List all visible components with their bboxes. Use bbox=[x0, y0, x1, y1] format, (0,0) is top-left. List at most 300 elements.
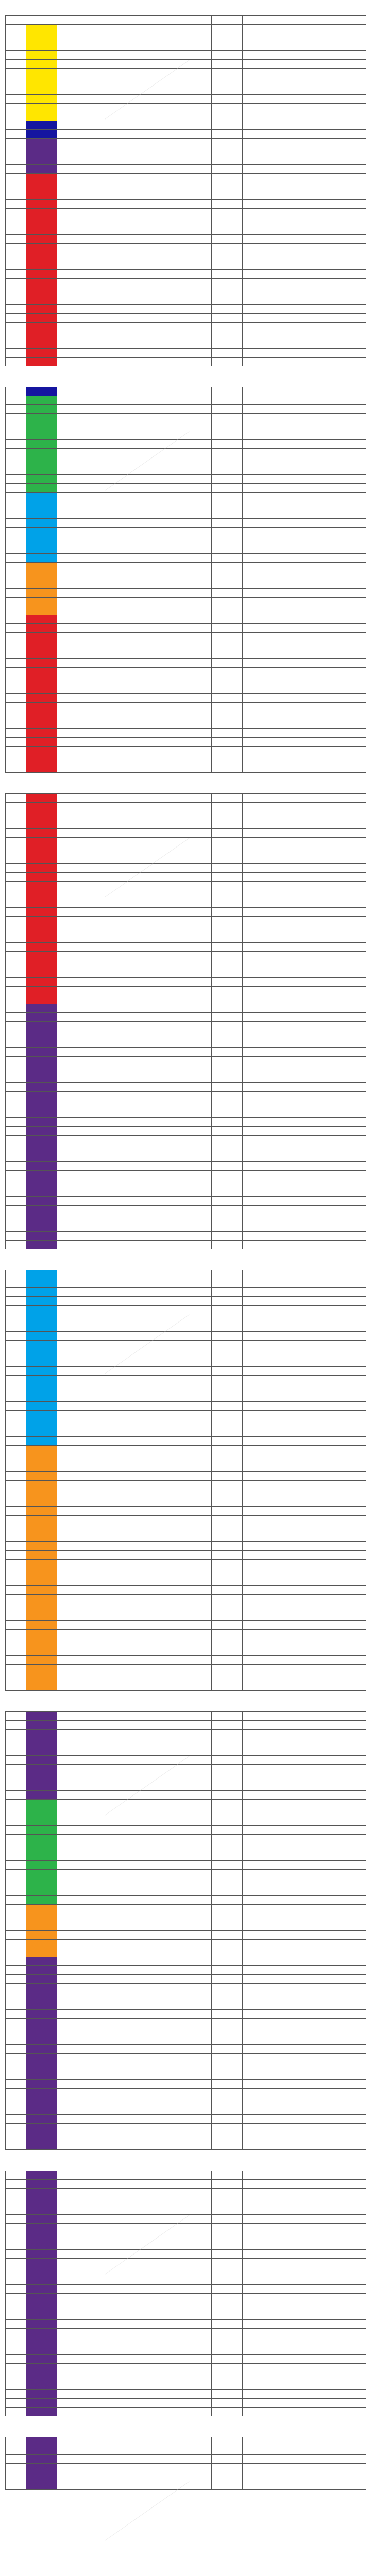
table-cell bbox=[212, 1481, 243, 1489]
table-cell bbox=[57, 536, 134, 545]
table-cell bbox=[6, 794, 26, 803]
table-cell bbox=[263, 2045, 366, 2054]
table-cell bbox=[57, 694, 134, 703]
table-cell bbox=[243, 1773, 263, 1782]
table-cell bbox=[212, 1188, 243, 1197]
table-cell bbox=[57, 952, 134, 960]
table-cell bbox=[26, 1004, 57, 1013]
table-cell bbox=[57, 1712, 134, 1721]
table-cell bbox=[26, 2276, 57, 2285]
table-cell bbox=[134, 1542, 212, 1551]
table-cell bbox=[134, 1524, 212, 1533]
table-cell bbox=[57, 554, 134, 563]
table-cell bbox=[26, 60, 57, 69]
table-cell bbox=[212, 1144, 243, 1153]
table-cell bbox=[243, 42, 263, 51]
table-cell bbox=[26, 1826, 57, 1835]
table-cell bbox=[212, 694, 243, 703]
table-cell bbox=[6, 1630, 26, 1638]
table-cell bbox=[243, 1800, 263, 1808]
table-cell bbox=[57, 1341, 134, 1349]
table-cell bbox=[263, 1332, 366, 1341]
table-cell bbox=[243, 2381, 263, 2390]
table-cell bbox=[57, 209, 134, 217]
table-cell bbox=[57, 1004, 134, 1013]
table-row bbox=[6, 2390, 366, 2399]
table-cell bbox=[6, 1179, 26, 1188]
table-cell bbox=[134, 1756, 212, 1765]
table-cell bbox=[243, 864, 263, 873]
table-cell bbox=[212, 1992, 243, 2001]
table-cell bbox=[57, 340, 134, 349]
table-cell bbox=[6, 1835, 26, 1843]
table-cell bbox=[26, 811, 57, 820]
table-cell bbox=[243, 1647, 263, 1656]
table-cell bbox=[6, 2010, 26, 2019]
table-cell bbox=[243, 69, 263, 77]
table-row bbox=[6, 1682, 366, 1691]
table-cell bbox=[6, 1721, 26, 1730]
table-cell bbox=[6, 1595, 26, 1603]
table-cell bbox=[212, 711, 243, 720]
table-cell bbox=[6, 2437, 26, 2446]
table-cell bbox=[243, 2010, 263, 2019]
table-cell bbox=[243, 1013, 263, 1022]
table-cell bbox=[57, 1270, 134, 1279]
table-cell bbox=[212, 414, 243, 422]
table-cell bbox=[6, 811, 26, 820]
table-cell bbox=[26, 414, 57, 422]
table-cell bbox=[57, 2232, 134, 2241]
table-cell bbox=[57, 1621, 134, 1630]
table-cell bbox=[57, 624, 134, 633]
table-cell bbox=[57, 1100, 134, 1109]
table-cell bbox=[243, 846, 263, 855]
table-cell bbox=[134, 1065, 212, 1074]
table-cell bbox=[134, 755, 212, 764]
table-cell bbox=[134, 422, 212, 431]
table-cell bbox=[26, 598, 57, 606]
table-row bbox=[6, 2408, 366, 2416]
table-cell bbox=[57, 829, 134, 838]
table-cell bbox=[263, 457, 366, 466]
table-cell bbox=[212, 270, 243, 279]
table-cell bbox=[263, 2106, 366, 2115]
table-cell bbox=[263, 1975, 366, 1984]
table-cell bbox=[134, 1153, 212, 1162]
table-row bbox=[6, 1162, 366, 1171]
table-cell bbox=[57, 1913, 134, 1922]
table-cell bbox=[134, 1595, 212, 1603]
table-cell bbox=[263, 545, 366, 554]
table-cell bbox=[6, 720, 26, 729]
table-cell bbox=[263, 405, 366, 414]
table-row bbox=[6, 1057, 366, 1065]
table-cell bbox=[243, 2390, 263, 2399]
table-cell bbox=[6, 156, 26, 165]
table-cell bbox=[57, 1241, 134, 1249]
table-cell bbox=[243, 2180, 263, 2189]
table-cell bbox=[57, 1948, 134, 1957]
table-cell bbox=[26, 641, 57, 650]
table-cell bbox=[57, 1314, 134, 1323]
table-cell bbox=[243, 1214, 263, 1223]
table-cell bbox=[26, 252, 57, 261]
table-cell bbox=[263, 510, 366, 519]
table-row bbox=[6, 2132, 366, 2141]
table-cell bbox=[6, 554, 26, 563]
table-row bbox=[6, 1747, 366, 1756]
table-cell bbox=[26, 261, 57, 270]
table-cell bbox=[57, 1887, 134, 1896]
table-cell bbox=[243, 1542, 263, 1551]
table-cell bbox=[6, 755, 26, 764]
table-cell bbox=[57, 349, 134, 358]
table-cell bbox=[6, 2045, 26, 2054]
table-cell bbox=[134, 217, 212, 226]
table-cell bbox=[243, 969, 263, 978]
table-cell bbox=[26, 2180, 57, 2189]
table-row bbox=[6, 2045, 366, 2054]
table-cell bbox=[57, 449, 134, 457]
table-cell bbox=[243, 217, 263, 226]
table-cell bbox=[263, 1721, 366, 1730]
table-cell bbox=[26, 1957, 57, 1966]
table-cell bbox=[134, 2054, 212, 2062]
table-cell bbox=[6, 2036, 26, 2045]
table-cell bbox=[134, 1074, 212, 1083]
table-cell bbox=[26, 2054, 57, 2062]
table-cell bbox=[6, 1297, 26, 1306]
table-cell bbox=[243, 1756, 263, 1765]
table-row bbox=[6, 1179, 366, 1188]
table-cell bbox=[26, 1551, 57, 1560]
table-cell bbox=[57, 1992, 134, 2001]
table-cell bbox=[57, 943, 134, 952]
table-cell bbox=[243, 1332, 263, 1341]
table-cell bbox=[212, 2062, 243, 2071]
table-cell bbox=[26, 1940, 57, 1948]
table-cell bbox=[263, 1214, 366, 1223]
table-cell bbox=[243, 2106, 263, 2115]
table-row bbox=[6, 261, 366, 270]
table-cell bbox=[26, 457, 57, 466]
table-cell bbox=[243, 1472, 263, 1481]
table-cell bbox=[243, 2267, 263, 2276]
table-cell bbox=[26, 1188, 57, 1197]
table-cell bbox=[243, 1612, 263, 1621]
table-cell bbox=[243, 571, 263, 580]
table-cell bbox=[57, 1481, 134, 1489]
table-cell bbox=[6, 934, 26, 943]
table-cell bbox=[212, 1647, 243, 1656]
table-cell bbox=[26, 1162, 57, 1171]
table-cell bbox=[263, 969, 366, 978]
table-cell bbox=[243, 2080, 263, 2089]
table-cell bbox=[6, 855, 26, 864]
table-cell bbox=[263, 978, 366, 987]
table-cell bbox=[6, 86, 26, 95]
table-cell bbox=[243, 606, 263, 615]
table-cell bbox=[6, 943, 26, 952]
table-cell bbox=[263, 235, 366, 244]
table-cell bbox=[212, 1092, 243, 1100]
table-cell bbox=[26, 484, 57, 493]
table-cell bbox=[134, 1498, 212, 1507]
table-cell bbox=[263, 25, 366, 33]
table-cell bbox=[243, 2132, 263, 2141]
table-cell bbox=[26, 1297, 57, 1306]
table-cell bbox=[57, 1127, 134, 1136]
table-cell bbox=[263, 855, 366, 864]
table-cell bbox=[57, 33, 134, 42]
table-cell bbox=[6, 1144, 26, 1153]
table-cell bbox=[263, 1127, 366, 1136]
table-cell bbox=[6, 2294, 26, 2302]
table-cell bbox=[243, 457, 263, 466]
table-cell bbox=[6, 1738, 26, 1747]
table-cell bbox=[26, 711, 57, 720]
table-cell bbox=[243, 1577, 263, 1586]
table-cell bbox=[263, 1817, 366, 1826]
table-row bbox=[6, 820, 366, 829]
table-row bbox=[6, 1542, 366, 1551]
table-cell bbox=[212, 69, 243, 77]
table-cell bbox=[6, 2232, 26, 2241]
table-row bbox=[6, 2027, 366, 2036]
table-cell bbox=[57, 314, 134, 323]
table-cell bbox=[57, 1197, 134, 1206]
table-cell bbox=[263, 1162, 366, 1171]
table-cell bbox=[243, 331, 263, 340]
table-cell bbox=[6, 589, 26, 598]
table-cell bbox=[134, 2472, 212, 2481]
table-cell bbox=[263, 1730, 366, 1738]
table-cell bbox=[6, 1782, 26, 1791]
table-cell bbox=[243, 738, 263, 747]
table-cell bbox=[134, 1179, 212, 1188]
table-cell bbox=[243, 1022, 263, 1030]
table-cell bbox=[263, 1022, 366, 1030]
table-cell bbox=[134, 1013, 212, 1022]
table-cell bbox=[57, 2364, 134, 2372]
table-cell bbox=[263, 244, 366, 252]
table-cell bbox=[26, 2372, 57, 2381]
table-cell bbox=[263, 1826, 366, 1835]
table-cell bbox=[6, 475, 26, 484]
table-cell bbox=[26, 846, 57, 855]
table-cell bbox=[26, 2446, 57, 2455]
table-cell bbox=[243, 226, 263, 235]
table-cell bbox=[26, 1332, 57, 1341]
table-cell bbox=[263, 2241, 366, 2250]
table-cell bbox=[243, 1367, 263, 1376]
table-cell bbox=[134, 2062, 212, 2071]
table-cell bbox=[57, 659, 134, 668]
table-cell bbox=[6, 2206, 26, 2215]
table-cell bbox=[263, 925, 366, 934]
table-cell bbox=[212, 1524, 243, 1533]
table-cell bbox=[134, 1560, 212, 1568]
table-cell bbox=[57, 1206, 134, 1214]
table-cell bbox=[6, 2215, 26, 2224]
table-cell bbox=[6, 1030, 26, 1039]
table-cell bbox=[6, 1905, 26, 1913]
table-cell bbox=[134, 606, 212, 615]
table-cell bbox=[263, 987, 366, 995]
table-cell bbox=[243, 449, 263, 457]
table-cell bbox=[212, 244, 243, 252]
table-cell bbox=[57, 431, 134, 440]
table-cell bbox=[6, 1896, 26, 1905]
table-cell bbox=[212, 1966, 243, 1975]
table-cell bbox=[212, 1232, 243, 1241]
table-cell bbox=[263, 2437, 366, 2446]
table-cell bbox=[263, 147, 366, 156]
table-cell bbox=[134, 349, 212, 358]
table-cell bbox=[263, 191, 366, 200]
table-cell bbox=[6, 1638, 26, 1647]
table-cell bbox=[263, 2062, 366, 2071]
table-cell bbox=[243, 60, 263, 69]
table-cell bbox=[57, 2010, 134, 2019]
table-row bbox=[6, 42, 366, 51]
table-cell bbox=[26, 1153, 57, 1162]
table-row bbox=[6, 1568, 366, 1577]
table-cell bbox=[26, 2355, 57, 2364]
table-cell bbox=[134, 1747, 212, 1756]
table-cell bbox=[134, 261, 212, 270]
table-cell bbox=[57, 2001, 134, 2010]
table-cell bbox=[243, 414, 263, 422]
table-cell bbox=[263, 1747, 366, 1756]
table-cell bbox=[26, 1498, 57, 1507]
table-cell bbox=[263, 2355, 366, 2364]
table-cell bbox=[134, 1730, 212, 1738]
table-cell bbox=[134, 1948, 212, 1957]
table-cell bbox=[6, 1171, 26, 1179]
table-cell bbox=[26, 1843, 57, 1852]
table-cell bbox=[263, 2311, 366, 2320]
table-cell bbox=[243, 890, 263, 899]
table-cell bbox=[134, 2197, 212, 2206]
table-cell bbox=[6, 882, 26, 890]
table-cell bbox=[26, 1341, 57, 1349]
table-cell bbox=[6, 1800, 26, 1808]
table-row bbox=[6, 2106, 366, 2115]
table-row bbox=[6, 676, 366, 685]
table-cell bbox=[26, 1756, 57, 1765]
table-cell bbox=[6, 899, 26, 908]
table-cell bbox=[243, 676, 263, 685]
table-cell bbox=[243, 1817, 263, 1826]
table-row bbox=[6, 1197, 366, 1206]
table-cell bbox=[243, 838, 263, 846]
table-cell bbox=[212, 2124, 243, 2132]
table-cell bbox=[263, 882, 366, 890]
table-cell bbox=[26, 387, 57, 396]
table-cell bbox=[6, 1013, 26, 1022]
table-cell bbox=[134, 1966, 212, 1975]
table-cell bbox=[57, 1630, 134, 1638]
table-cell bbox=[6, 606, 26, 615]
table-cell bbox=[26, 69, 57, 77]
table-cell bbox=[57, 405, 134, 414]
table-cell bbox=[263, 1013, 366, 1022]
table-cell bbox=[243, 1297, 263, 1306]
table-cell bbox=[263, 51, 366, 60]
table-cell bbox=[26, 1747, 57, 1756]
table-cell bbox=[263, 1489, 366, 1498]
table-cell bbox=[212, 1665, 243, 1673]
table-row bbox=[6, 650, 366, 659]
table-cell bbox=[26, 1489, 57, 1498]
table-cell bbox=[263, 694, 366, 703]
table-cell bbox=[26, 1358, 57, 1367]
table-row bbox=[6, 1577, 366, 1586]
table-cell bbox=[57, 580, 134, 589]
table-cell bbox=[134, 331, 212, 340]
table-row bbox=[6, 624, 366, 633]
table-cell bbox=[6, 501, 26, 510]
table-cell bbox=[57, 1144, 134, 1153]
table-cell bbox=[57, 440, 134, 449]
table-cell bbox=[26, 650, 57, 659]
table-cell bbox=[263, 1756, 366, 1765]
table-cell bbox=[263, 2464, 366, 2472]
table-cell bbox=[212, 1533, 243, 1542]
table-cell bbox=[134, 2180, 212, 2189]
table-cell bbox=[26, 1171, 57, 1179]
table-cell bbox=[263, 943, 366, 952]
table-cell bbox=[26, 995, 57, 1004]
table-cell bbox=[212, 405, 243, 414]
table-cell bbox=[243, 2115, 263, 2124]
table-row bbox=[6, 829, 366, 838]
table-cell bbox=[57, 2080, 134, 2089]
table-cell bbox=[26, 2259, 57, 2267]
table-row bbox=[6, 1153, 366, 1162]
table-row bbox=[6, 694, 366, 703]
table-cell bbox=[6, 1586, 26, 1595]
table-cell bbox=[212, 16, 243, 25]
table-cell bbox=[26, 2224, 57, 2232]
table-cell bbox=[6, 1992, 26, 2001]
table-cell bbox=[243, 493, 263, 501]
table-cell bbox=[263, 2302, 366, 2311]
table-cell bbox=[26, 1279, 57, 1288]
table-cell bbox=[26, 1481, 57, 1489]
table-cell bbox=[243, 2027, 263, 2036]
table-cell bbox=[26, 1835, 57, 1843]
table-cell bbox=[212, 1931, 243, 1940]
table-cell bbox=[243, 104, 263, 112]
table-cell bbox=[26, 112, 57, 121]
table-cell bbox=[212, 226, 243, 235]
table-cell bbox=[6, 1984, 26, 1992]
table-cell bbox=[134, 2481, 212, 2490]
table-cell bbox=[134, 1083, 212, 1092]
table-cell bbox=[6, 1568, 26, 1577]
table-cell bbox=[134, 1712, 212, 1721]
table-cell bbox=[6, 2141, 26, 2150]
table-cell bbox=[263, 589, 366, 598]
table-cell bbox=[26, 2267, 57, 2276]
table-cell bbox=[263, 2097, 366, 2106]
table-cell bbox=[6, 42, 26, 51]
table-row bbox=[6, 2124, 366, 2132]
table-cell bbox=[57, 1638, 134, 1647]
